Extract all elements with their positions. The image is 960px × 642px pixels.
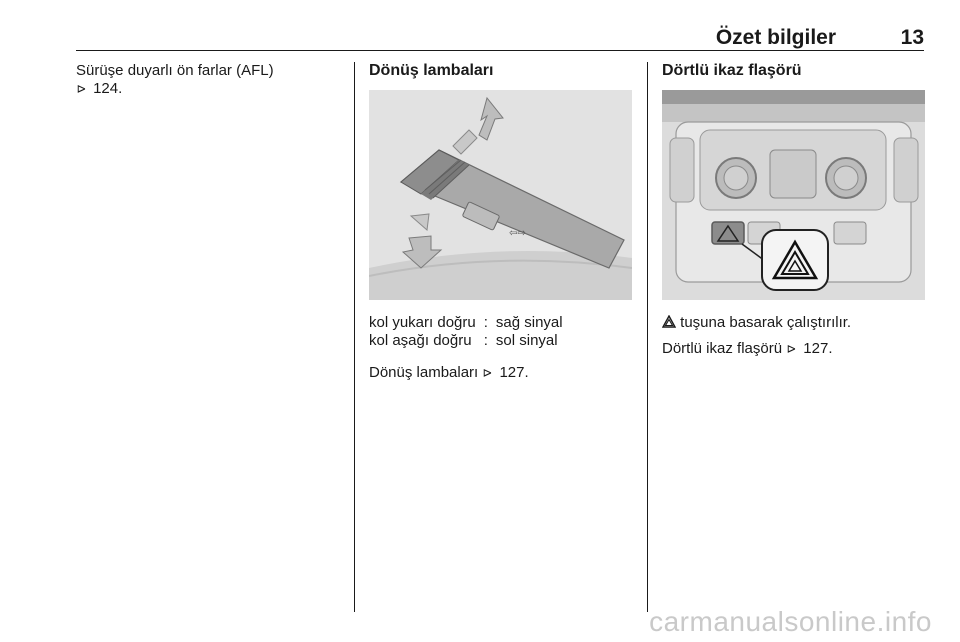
svg-text:⇦⇨: ⇦⇨ bbox=[509, 228, 526, 239]
header-rule bbox=[76, 50, 924, 51]
afl-text: Sürüşe duyarlı ön farlar (AFL) bbox=[76, 62, 274, 79]
hazard-warning-icon bbox=[662, 315, 676, 328]
turn-signal-lever-illustration bbox=[369, 90, 632, 300]
watermark: carmanualsonline.info bbox=[649, 606, 932, 637]
reference-arrow-icon: ⊳ bbox=[482, 365, 493, 380]
section-title-turn-signals: Dönüş lambaları bbox=[369, 62, 494, 79]
column-1 bbox=[76, 62, 346, 98]
instruction-text: tuşuna basarak çalıştırılır. bbox=[680, 314, 852, 331]
column-3 bbox=[662, 62, 926, 358]
reference-page: 127. bbox=[499, 364, 529, 381]
table-row bbox=[369, 314, 563, 332]
row-term: kol aşağı doğru bbox=[369, 332, 472, 349]
reference-page: 124. bbox=[93, 80, 123, 97]
reference-text: Dönüş lambaları bbox=[369, 364, 479, 381]
reference-page: 127. bbox=[803, 340, 833, 357]
row-value: sağ sinyal bbox=[495, 314, 563, 331]
afl-reference[interactable] bbox=[76, 80, 346, 98]
column-divider-2 bbox=[647, 62, 648, 612]
hazard-instruction bbox=[662, 314, 926, 332]
reference-text: Dörtlü ikaz flaşörü bbox=[662, 340, 783, 357]
page-header bbox=[76, 24, 924, 50]
row-term: kol yukarı doğru bbox=[369, 314, 476, 331]
row-separator: : bbox=[483, 314, 488, 331]
column-2 bbox=[369, 62, 633, 382]
row-separator: : bbox=[483, 332, 488, 349]
row-value: sol sinyal bbox=[495, 332, 558, 349]
reference-arrow-icon: ⊳ bbox=[76, 81, 87, 96]
table-row bbox=[369, 332, 563, 350]
page-title: Özet bilgiler bbox=[715, 26, 836, 49]
column-divider-1 bbox=[354, 62, 355, 612]
hazard-reference[interactable] bbox=[662, 340, 926, 358]
hazard-button-illustration bbox=[662, 90, 925, 300]
page-number: 13 bbox=[900, 26, 924, 49]
section-title-hazard-warning: Dörtlü ikaz flaşörü bbox=[662, 62, 802, 79]
turn-signal-table bbox=[369, 314, 563, 350]
turn-signal-reference[interactable] bbox=[369, 364, 633, 382]
reference-arrow-icon: ⊳ bbox=[786, 341, 797, 356]
